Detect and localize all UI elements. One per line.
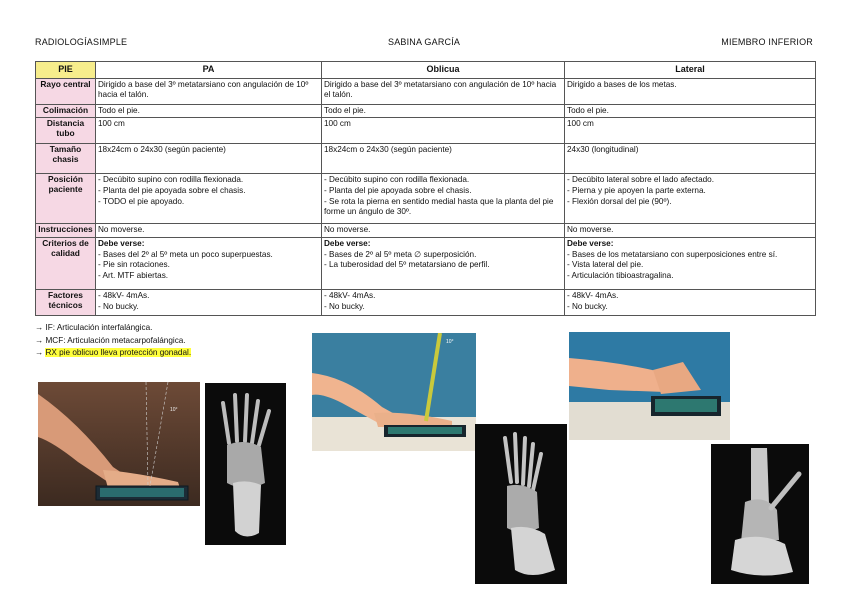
arrow-right-icon: → <box>35 323 46 332</box>
table-corner: PIE <box>36 62 96 79</box>
row-label: Tamaño chasis <box>36 144 96 174</box>
table-row <box>36 174 816 224</box>
list-item: - Vista lateral del pie. <box>567 260 644 270</box>
row-label: Distancia tubo <box>36 118 96 144</box>
column-header-pa: PA <box>96 62 322 79</box>
table-row <box>36 78 816 104</box>
table-cell: 100 cm <box>322 118 565 144</box>
table-cell <box>322 174 565 224</box>
criteria-title: Debe verse: <box>324 239 371 248</box>
header-left: RADIOLOGÍASIMPLE <box>35 37 128 47</box>
list-item: - Planta del pie apoyada sobre el chasis. <box>324 186 472 195</box>
header-right: MIEMBRO INFERIOR <box>721 37 813 47</box>
criteria-title: Debe verse: <box>567 239 614 248</box>
oblique-positioning-photo <box>312 333 476 451</box>
row-label: Criterios de calidad <box>36 238 96 290</box>
list-item: - 48kV- 4mAs. <box>567 291 619 300</box>
list-item: - TODO el pie apoyado. <box>98 196 185 206</box>
table-cell <box>322 290 565 316</box>
table-cell <box>96 290 322 316</box>
lateral-xray-image <box>711 444 809 584</box>
table-cell: Todo el pie. <box>322 104 565 118</box>
table-cell: Dirigido a base del 3º metatarsiano con angulación de 10º hacia el talón. <box>322 78 565 104</box>
table-cell: Dirigido a base del 3º metatarsiano con angulación de 10º hacia el talón. <box>96 78 322 104</box>
list-item: - Art. MTF abiertas. <box>98 270 169 280</box>
table-header-row <box>36 62 816 79</box>
column-header-oblicua: Oblicua <box>322 62 565 79</box>
table-cell: No moverse. <box>322 224 565 238</box>
list-item: - No bucky. <box>98 301 139 311</box>
table-cell: 100 cm <box>565 118 816 144</box>
oblique-xray-image <box>475 424 567 584</box>
table-row <box>36 118 816 144</box>
list-item: - Decúbito supino con rodilla flexionada. <box>98 175 244 185</box>
note-item: → MCF: Articulación metacarpofalángica. <box>35 335 186 345</box>
list-item: - Articulación tibioastragalina. <box>567 270 674 280</box>
list-item: - No bucky. <box>567 301 608 311</box>
highlighted-note: RX pie oblicuo lleva protección gonadal. <box>45 348 192 357</box>
table-row <box>36 104 816 118</box>
list-item: - Pierna y pie apoyen la parte externa. <box>567 186 706 195</box>
pa-xray-image <box>205 383 286 545</box>
list-item: - Planta del pie apoyada sobre el chasis. <box>98 186 246 195</box>
table-cell: No moverse. <box>565 224 816 238</box>
row-label: Instrucciones <box>36 224 96 238</box>
row-label: Posición paciente <box>36 174 96 224</box>
table-cell: 100 cm <box>96 118 322 144</box>
table-cell: No moverse. <box>96 224 322 238</box>
row-label: Factores técnicos <box>36 290 96 316</box>
note-item: → IF: Articulación interfalángica. <box>35 323 153 332</box>
arrow-right-icon: → <box>35 348 46 357</box>
table-cell <box>96 238 322 290</box>
header-center: SABINA GARCÍA <box>388 37 461 47</box>
table-cell: 18x24cm o 24x30 (según paciente) <box>322 144 565 174</box>
row-label: Rayo central <box>36 78 96 104</box>
positioning-table <box>35 61 816 316</box>
list-item: - Pie sin rotaciones. <box>98 260 170 270</box>
list-item: - Bases del 2º al 5º meta un poco superpuestas. <box>98 249 273 259</box>
table-row <box>36 290 816 316</box>
table-cell <box>565 238 816 290</box>
list-item: - Bases de los metatarsiano con superposiciones entre sí. <box>567 249 778 259</box>
row-label: Colimación <box>36 104 96 118</box>
table-cell <box>96 174 322 224</box>
list-item: - La tuberosidad del 5º metatarsiano de perfil. <box>324 260 490 270</box>
table-cell: Todo el pie. <box>96 104 322 118</box>
list-item: - Decúbito lateral sobre el lado afectado. <box>567 175 715 185</box>
pa-positioning-photo <box>38 382 200 506</box>
angle-label: 10° <box>170 407 178 413</box>
table-cell <box>322 238 565 290</box>
table-cell: 18x24cm o 24x30 (según paciente) <box>96 144 322 174</box>
table-row <box>36 144 816 174</box>
table-cell <box>565 174 816 224</box>
lateral-positioning-photo <box>569 332 730 440</box>
angle-label: 10° <box>446 339 454 345</box>
list-item: - Bases de 2º al 5º meta ∅ superposición. <box>324 249 477 259</box>
table-row <box>36 238 816 290</box>
criteria-title: Debe verse: <box>98 239 145 248</box>
arrow-right-icon: → <box>35 335 46 345</box>
table-cell: Todo el pie. <box>565 104 816 118</box>
list-item: - Se rota la pierna en sentido medial hasta que la planta del pie forme un ángulo de 30º. <box>324 196 554 217</box>
list-item: - 48kV- 4mAs. <box>324 291 376 300</box>
table-row <box>36 224 816 238</box>
list-item: - 48kV- 4mAs. <box>98 291 150 300</box>
column-header-lateral: Lateral <box>565 62 816 79</box>
list-item: - Decúbito supino con rodilla flexionada. <box>324 175 470 185</box>
list-item: - Flexión dorsal del pie (90º). <box>567 196 672 206</box>
table-cell: 24x30 (longitudinal) <box>565 144 816 174</box>
table-cell <box>565 290 816 316</box>
notes <box>35 322 191 360</box>
list-item: - No bucky. <box>324 301 365 311</box>
note-item <box>35 347 191 360</box>
table-cell: Dirigido a bases de los metas. <box>565 78 816 104</box>
